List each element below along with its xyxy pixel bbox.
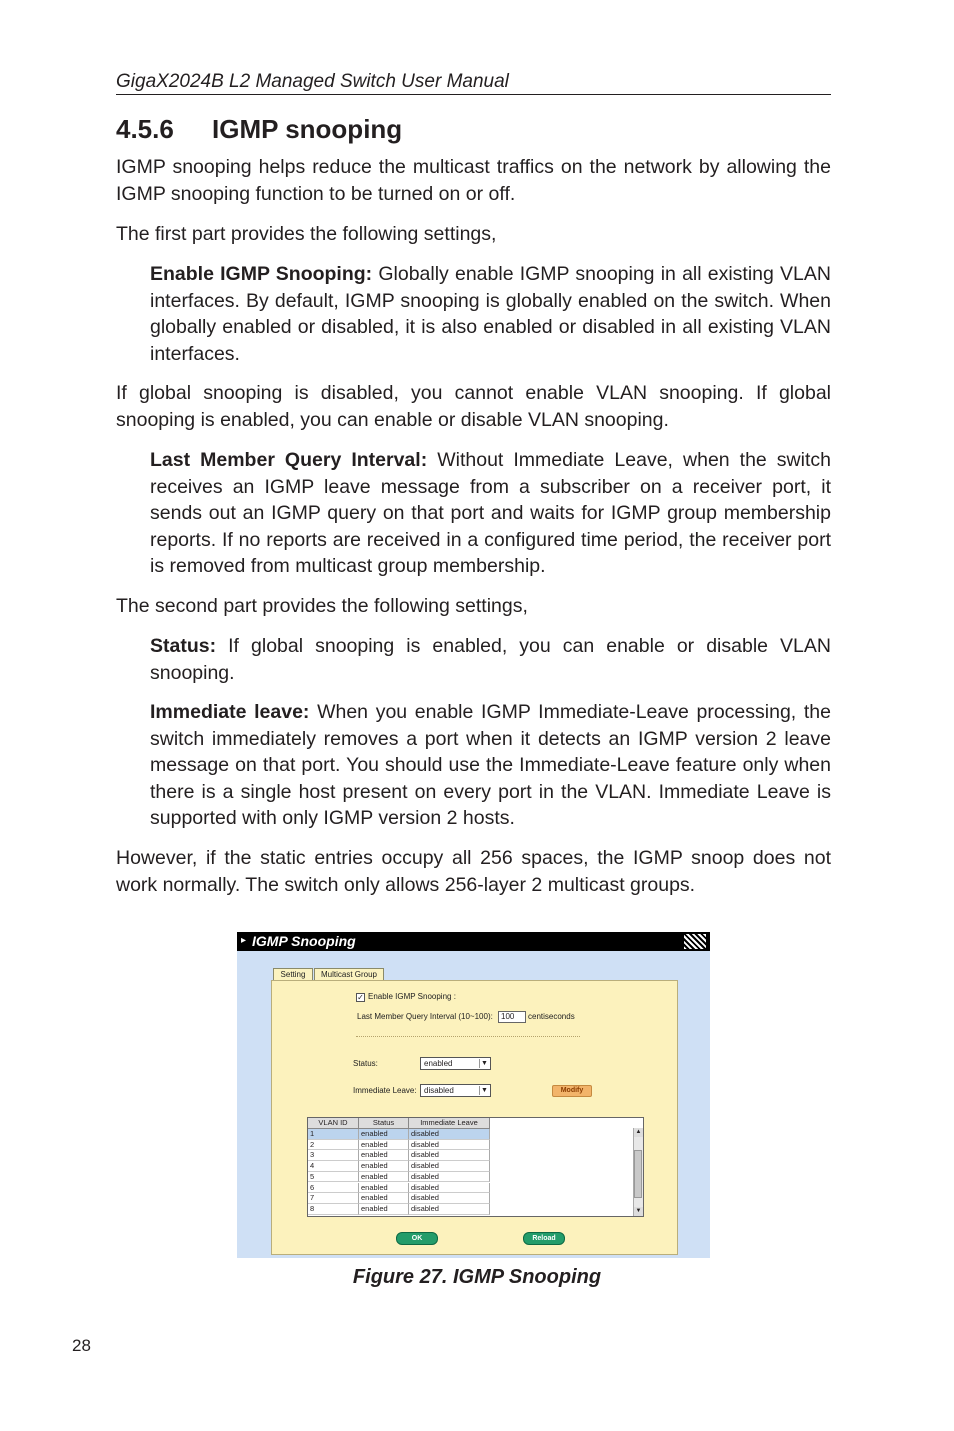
immediate-leave-select-value: disabled <box>424 1086 454 1095</box>
enable-snooping-paragraph <box>150 261 831 367</box>
section-number: 4.5.6 <box>116 114 174 144</box>
status-label: Status: <box>353 1059 378 1068</box>
figure-caption: Figure 27. IGMP Snooping <box>352 1266 602 1288</box>
scroll-down-icon[interactable]: ▼ <box>635 1208 642 1214</box>
term-status: Status: <box>150 635 217 657</box>
logo-icon <box>684 934 706 949</box>
cell-vlan-id: 3 <box>308 1150 359 1161</box>
scroll-up-icon[interactable]: ▲ <box>635 1129 642 1135</box>
column-header-status: Status <box>359 1118 409 1129</box>
cell-immediate-leave: disabled <box>409 1150 490 1161</box>
cell-vlan-id: 7 <box>308 1193 359 1204</box>
status-text: If global snooping is enabled, you can enable or disable VLAN snooping. <box>150 635 831 684</box>
play-arrow-icon: ▸ <box>241 935 247 946</box>
table-row[interactable] <box>308 1172 490 1183</box>
lmqi-paragraph <box>150 447 831 580</box>
settings-panel <box>271 980 678 1255</box>
term-lmqi: Last Member Query Interval: <box>150 449 428 471</box>
enable-snooping-label: Enable IGMP Snooping : <box>368 992 456 1001</box>
column-header-vlan-id: VLAN ID <box>308 1118 359 1129</box>
tab-setting[interactable]: Setting <box>273 968 313 981</box>
igmp-snooping-screenshot <box>237 932 710 1258</box>
reload-button[interactable]: Reload <box>523 1232 565 1245</box>
tab-multicast-group[interactable]: Multicast Group <box>314 968 384 981</box>
cell-vlan-id: 6 <box>308 1183 359 1194</box>
cell-immediate-leave: disabled <box>409 1172 490 1183</box>
cell-immediate-leave: disabled <box>409 1140 490 1151</box>
intro-paragraph: IGMP snooping helps reduce the multicast traffics on the network by allowing the IGMP snooping function to be turned on or off. <box>116 156 831 205</box>
cell-vlan-id: 1 <box>308 1129 359 1140</box>
table-row[interactable] <box>308 1129 490 1140</box>
static-entries-paragraph: However, if the static entries occupy all 256 spaces, the IGMP snoop does not work normally. The switch only allows 256-layer 2 multicast groups. <box>116 847 831 896</box>
cell-vlan-id: 8 <box>308 1204 359 1215</box>
section-heading <box>116 112 402 146</box>
vlan-table <box>307 1117 644 1217</box>
cell-status: enabled <box>359 1161 409 1172</box>
immediate-leave-text: When you enable IGMP Immediate-Leave processing, the switch immediately removes a port when it detects an IGMP version 2 leave message on that port. You should use the Immediate-Leave feature only when there is a single host present on every port in the VLAN. Immediate Leave is supported with only IGMP version 2 hosts. <box>150 701 831 830</box>
enable-snooping-checkbox[interactable]: ✓ <box>357 993 364 1002</box>
status-paragraph <box>150 633 831 686</box>
term-enable-snooping: Enable IGMP Snooping: <box>150 263 373 285</box>
table-row[interactable] <box>308 1204 490 1215</box>
section-title: IGMP snooping <box>212 114 403 144</box>
lmqi-unit: centiseconds <box>528 1012 575 1021</box>
lmqi-label: Last Member Query Interval (10~100): <box>357 1012 493 1021</box>
table-row[interactable] <box>308 1140 490 1151</box>
window-titlebar <box>237 932 710 951</box>
cell-immediate-leave: disabled <box>409 1129 490 1140</box>
term-immediate-leave: Immediate leave: <box>150 701 310 723</box>
first-part-paragraph: The first part provides the following settings, <box>116 223 497 245</box>
scroll-thumb[interactable] <box>634 1150 642 1198</box>
ok-button[interactable]: OK <box>396 1232 438 1245</box>
dotted-divider <box>356 1036 580 1037</box>
immediate-leave-label: Immediate Leave: <box>353 1086 417 1095</box>
global-snooping-paragraph: If global snooping is disabled, you cannot enable VLAN snooping. If global snooping is enabled, you can enable or disable VLAN snooping. <box>116 382 831 431</box>
immediate-leave-paragraph <box>150 699 831 832</box>
cell-status: enabled <box>359 1193 409 1204</box>
running-header: GigaX2024B L2 Managed Switch User Manual <box>116 70 831 95</box>
cell-status: enabled <box>359 1204 409 1215</box>
cell-immediate-leave: disabled <box>409 1161 490 1172</box>
cell-immediate-leave: disabled <box>409 1204 490 1215</box>
cell-status: enabled <box>359 1140 409 1151</box>
cell-immediate-leave: disabled <box>409 1183 490 1194</box>
chevron-down-icon: ▼ <box>479 1059 489 1068</box>
lmqi-input[interactable]: 100 <box>498 1011 526 1023</box>
cell-status: enabled <box>359 1129 409 1140</box>
cell-vlan-id: 2 <box>308 1140 359 1151</box>
column-header-immediate-leave: Immediate Leave <box>409 1118 490 1129</box>
enable-snooping-text: Globally enable IGMP snooping in all existing VLAN interfaces. By default, IGMP snooping is globally enabled on the switch. When globally enabled or disabled, it is also enabled or disabled in all existing VLAN interfaces. <box>150 263 831 365</box>
window-title: IGMP Snooping <box>252 933 356 949</box>
table-row[interactable] <box>308 1161 490 1172</box>
table-row[interactable] <box>308 1150 490 1161</box>
cell-vlan-id: 4 <box>308 1161 359 1172</box>
cell-immediate-leave: disabled <box>409 1193 490 1204</box>
cell-status: enabled <box>359 1172 409 1183</box>
status-select[interactable] <box>420 1057 491 1070</box>
status-select-value: enabled <box>424 1059 453 1068</box>
page-number: 28 <box>72 1336 91 1355</box>
cell-vlan-id: 5 <box>308 1172 359 1183</box>
immediate-leave-select[interactable] <box>420 1084 491 1097</box>
table-row[interactable] <box>308 1183 490 1194</box>
modify-button[interactable]: Modify <box>552 1085 592 1097</box>
cell-status: enabled <box>359 1150 409 1161</box>
chevron-down-icon: ▼ <box>479 1086 489 1095</box>
second-part-paragraph: The second part provides the following settings, <box>116 595 528 617</box>
cell-status: enabled <box>359 1183 409 1194</box>
lmqi-text: Without Immediate Leave, when the switch receives an IGMP leave message from a subscriber on a receiver port, it sends out an IGMP query on that port and waits for IGMP group membership reports. If no reports are received in a configured time period, the receiver port is removed from multicast group membership. <box>150 449 831 578</box>
table-row[interactable] <box>308 1193 490 1204</box>
table-scrollbar[interactable] <box>633 1128 643 1216</box>
